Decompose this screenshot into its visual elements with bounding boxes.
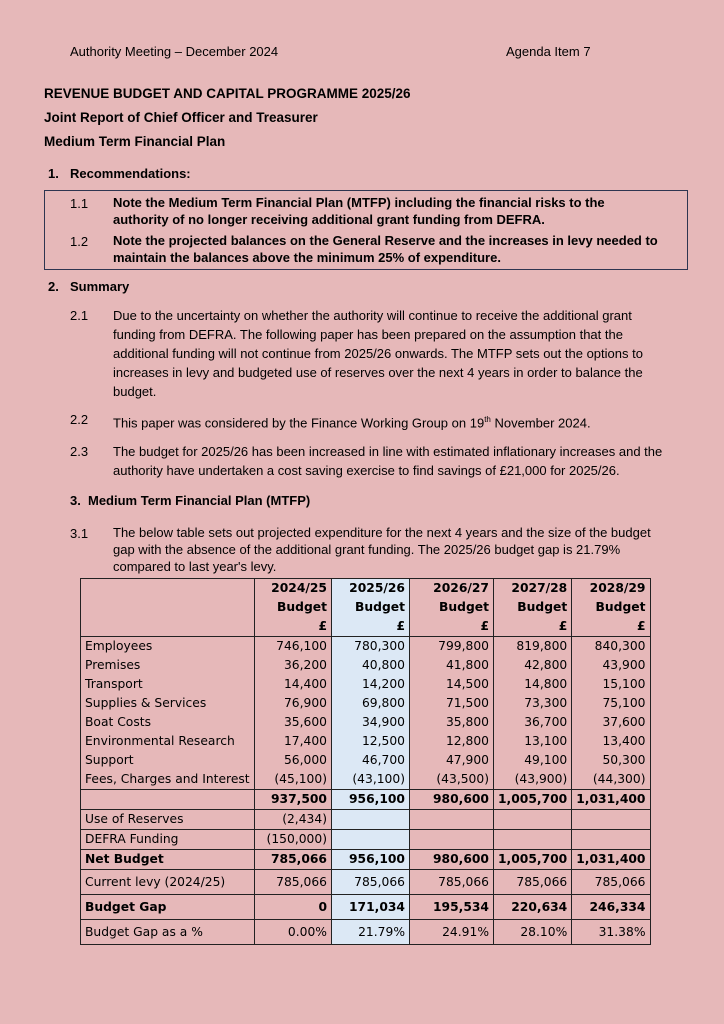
cell-value: (44,300) [572,770,650,790]
header-blank [81,617,255,637]
para-2-1-line-3: additional funding will not continue from 2025/26 onwards. The MTFP sets out the options to [113,346,643,361]
table-row-boat-costs [81,713,651,732]
row-label: Premises [81,656,255,675]
cell-value [332,810,410,830]
row-label: Budget Gap as a % [81,920,255,945]
rec-1-1-line-1: Note the Medium Term Financial Plan (MTFP) including the financial risks to the [113,195,605,210]
row-label: DEFRA Funding [81,830,255,850]
rec-1-2-number: 1.2 [70,234,89,249]
cell-value: (2,434) [255,810,332,830]
cell-value: 36,200 [255,656,332,675]
cell-value: 36,700 [494,713,572,732]
rec-1-1-line-2: authority of no longer receiving additional grant funding from DEFRA. [113,212,545,227]
section-3-title: Medium Term Financial Plan (MTFP) [88,493,311,508]
cell-value: 24.91% [410,920,494,945]
header-blank [81,579,255,599]
cell-value: 15,100 [572,675,650,694]
report-title: REVENUE BUDGET AND CAPITAL PROGRAMME 2025/26 [44,86,411,101]
rec-1-2-line-1: Note the projected balances on the General Reserve and the increases in levy needed to [113,233,658,248]
budget-label: Budget [494,598,572,617]
cell-value [572,810,650,830]
cell-value: 937,500 [255,790,332,810]
cell-value: 47,900 [410,751,494,770]
cell-value: 46,700 [332,751,410,770]
mtfp-table [80,578,651,945]
para-3-1-line-2: gap with the absence of the additional grant funding. The 2025/26 budget gap is 21.79% [113,542,621,557]
cell-value: (43,100) [332,770,410,790]
report-subtitle-1: Joint Report of Chief Officer and Treasurer [44,110,318,125]
rec-1-1-number: 1.1 [70,196,89,211]
cell-value: 799,800 [410,637,494,657]
para-2-2-number: 2.2 [70,412,89,427]
cell-value: 980,600 [410,850,494,870]
para-2-3-line-1: The budget for 2025/26 has been increased in line with estimated inflationary increases and the [113,444,663,459]
para-2-1-line-4: increases in levy and budgeted use of reserves over the next 4 years in order to balance the [113,365,643,380]
table-row-defra-funding [81,830,651,850]
cell-value: 14,800 [494,675,572,694]
cell-value: 34,900 [332,713,410,732]
cell-value: 69,800 [332,694,410,713]
row-label: Use of Reserves [81,810,255,830]
table-row-use-of-reserves [81,810,651,830]
year-2028-29: 2028/29 [572,579,650,599]
section-2-number: 2. [48,279,59,294]
cell-value: 746,100 [255,637,332,657]
cell-value: 41,800 [410,656,494,675]
para-2-3-text [113,442,662,480]
cell-value: 220,634 [494,895,572,920]
currency-label: £ [494,617,572,637]
table-row-net-budget [81,850,651,870]
row-label: Budget Gap [81,895,255,920]
cell-value: 12,800 [410,732,494,751]
cell-value [494,830,572,850]
table-header-budget [81,598,651,617]
currency-label: £ [410,617,494,637]
cell-value: 1,031,400 [572,850,650,870]
row-label-blank [81,790,255,810]
cell-value: 246,334 [572,895,650,920]
year-2024-25: 2024/25 [255,579,332,599]
table-row-employees [81,637,651,657]
table-row-premises [81,656,651,675]
cell-value: (43,500) [410,770,494,790]
cell-value: 37,600 [572,713,650,732]
cell-value: 75,100 [572,694,650,713]
section-2-title: Summary [70,279,130,294]
cell-value: 785,066 [572,870,650,895]
table-row-budget-gap-pct [81,920,651,945]
cell-value: 819,800 [494,637,572,657]
cell-value: 14,400 [255,675,332,694]
row-label: Current levy (2024/25) [81,870,255,895]
para-2-1-text [113,306,643,401]
para-2-1-line-2: funding from DEFRA. The following paper has been prepared on the assumption that the [113,327,623,342]
para-2-2-sup: th [484,415,491,424]
cell-value: 50,300 [572,751,650,770]
cell-value: 956,100 [332,790,410,810]
table-header-currency [81,617,651,637]
table-header-years [81,579,651,599]
cell-value: 42,800 [494,656,572,675]
cell-value: 43,900 [572,656,650,675]
cell-value: 35,800 [410,713,494,732]
cell-value [332,830,410,850]
cell-value: 0.00% [255,920,332,945]
cell-value: 14,500 [410,675,494,694]
cell-value: 1,031,400 [572,790,650,810]
cell-value: 35,600 [255,713,332,732]
cell-value: 195,534 [410,895,494,920]
section-1-title: Recommendations: [70,166,191,181]
cell-value: 14,200 [332,675,410,694]
cell-value: 76,900 [255,694,332,713]
cell-value: 49,100 [494,751,572,770]
para-2-1-line-1: Due to the uncertainty on whether the authority will continue to receive the additional grant [113,308,632,323]
row-label: Net Budget [81,850,255,870]
para-2-3-number: 2.3 [70,444,89,459]
table-row-fees-charges-interest [81,770,651,790]
cell-value: 840,300 [572,637,650,657]
cell-value [572,830,650,850]
currency-label: £ [255,617,332,637]
cell-value: 31.38% [572,920,650,945]
cell-value: 785,066 [494,870,572,895]
cell-value: 780,300 [332,637,410,657]
cell-value: 13,400 [572,732,650,751]
header-agenda-item: Agenda Item 7 [506,44,591,59]
row-label: Transport [81,675,255,694]
para-2-2-pre: This paper was considered by the Finance Working Group on 19 [113,415,485,431]
cell-value: (43,900) [494,770,572,790]
report-subtitle-2: Medium Term Financial Plan [44,134,226,149]
year-2025-26: 2025/26 [332,579,410,599]
currency-label: £ [332,617,410,637]
row-label: Support [81,751,255,770]
cell-value: 785,066 [332,870,410,895]
table-row-transport [81,675,651,694]
budget-label: Budget [572,598,650,617]
table-row-subtotal [81,790,651,810]
row-label: Fees, Charges and Interest [81,770,255,790]
cell-value: (45,100) [255,770,332,790]
table-row-supplies-services [81,694,651,713]
row-label: Supplies & Services [81,694,255,713]
para-3-1-number: 3.1 [70,526,89,541]
cell-value [410,830,494,850]
budget-label: Budget [255,598,332,617]
cell-value: 56,000 [255,751,332,770]
cell-value: 73,300 [494,694,572,713]
para-3-1-line-1: The below table sets out projected expenditure for the next 4 years and the size of the budget [113,525,651,540]
cell-value: 980,600 [410,790,494,810]
para-3-1-line-3: compared to last year's levy. [113,559,277,574]
cell-value: 71,500 [410,694,494,713]
budget-label: Budget [410,598,494,617]
table-row-environmental-research [81,732,651,751]
cell-value: 17,400 [255,732,332,751]
header-meeting: Authority Meeting – December 2024 [70,44,279,59]
currency-label: £ [572,617,650,637]
cell-value: 0 [255,895,332,920]
para-2-2-post: November 2024. [490,415,591,431]
cell-value: 13,100 [494,732,572,751]
cell-value [494,810,572,830]
para-2-1-line-5: budget. [113,384,157,399]
cell-value: 785,066 [410,870,494,895]
cell-value: 1,005,700 [494,790,572,810]
section-1-number: 1. [48,166,59,181]
rec-1-2-text [113,232,658,266]
para-3-1-text [113,524,651,575]
table-row-support [81,751,651,770]
cell-value: 1,005,700 [494,850,572,870]
budget-label: Budget [332,598,410,617]
rec-1-2-line-2: maintain the balances above the minimum 25% of expenditure. [113,250,501,265]
para-2-2-text [113,410,591,432]
cell-value: 171,034 [332,895,410,920]
header-blank [81,598,255,617]
cell-value: 28.10% [494,920,572,945]
row-label: Boat Costs [81,713,255,732]
cell-value: (150,000) [255,830,332,850]
cell-value: 785,066 [255,850,332,870]
row-label: Environmental Research [81,732,255,751]
table-row-budget-gap [81,895,651,920]
cell-value: 21.79% [332,920,410,945]
year-2027-28: 2027/28 [494,579,572,599]
table-row-current-levy [81,870,651,895]
year-2026-27: 2026/27 [410,579,494,599]
cell-value: 12,500 [332,732,410,751]
section-3-number: 3. [70,493,81,508]
cell-value [410,810,494,830]
para-2-1-number: 2.1 [70,308,89,323]
rec-1-1-text [113,194,605,228]
cell-value: 785,066 [255,870,332,895]
cell-value: 956,100 [332,850,410,870]
row-label: Employees [81,637,255,657]
cell-value: 40,800 [332,656,410,675]
para-2-3-line-2: authority have undertaken a cost saving exercise to find savings of £21,000 for 2025/26. [113,463,620,478]
